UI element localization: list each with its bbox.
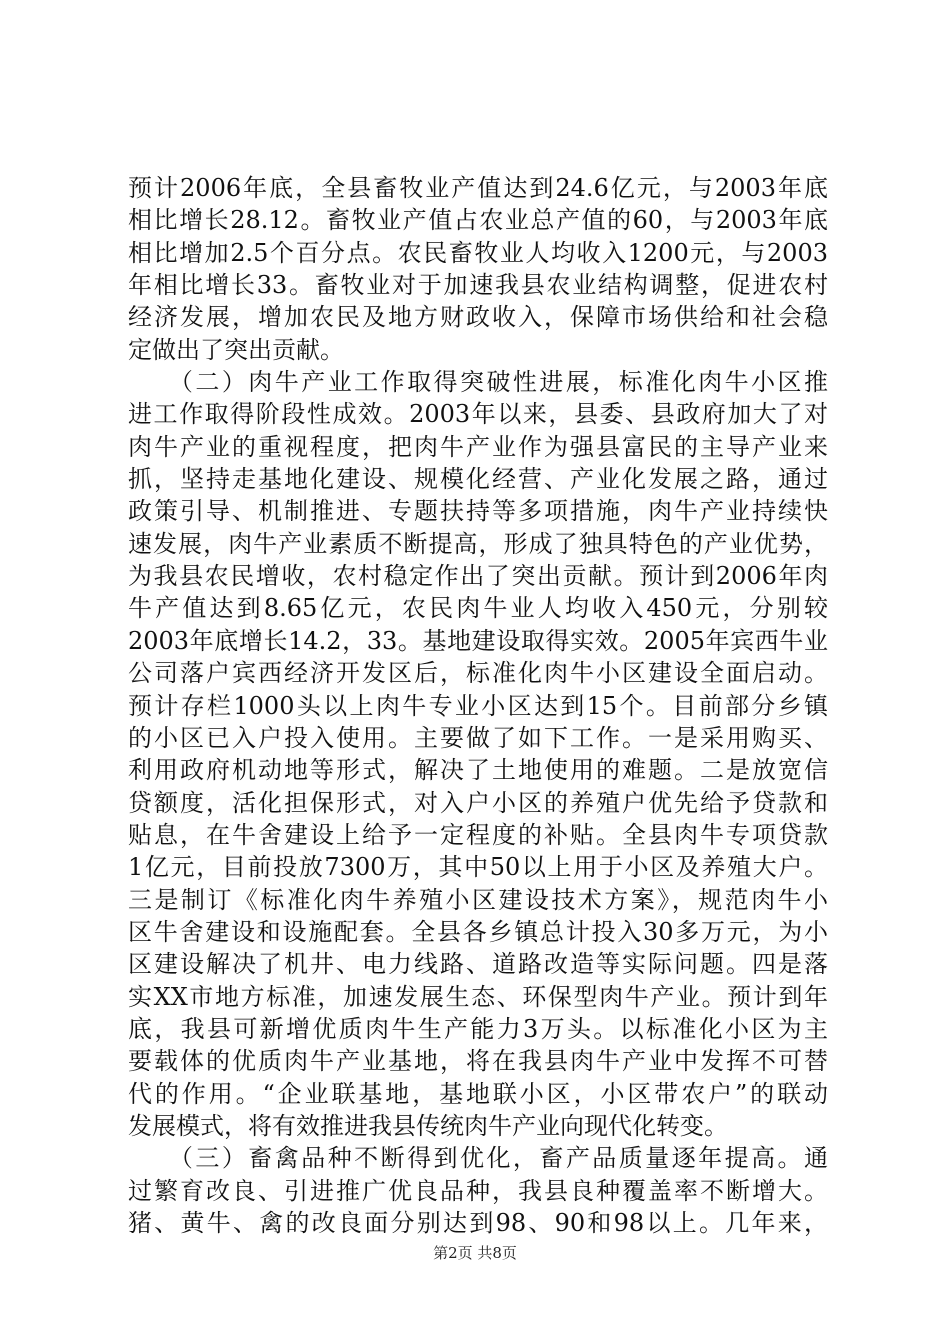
text-line: 抓，坚持走基地化建设、规模化经营、产业化发展之路，通过 [128,465,828,494]
text-line: 肉牛产业的重视程度，把肉牛产业作为强县富民的主导产业来 [128,432,828,461]
text-line: 预计存栏1000头以上肉牛专业小区达到15个。目前部分乡镇 [128,691,828,720]
text-line: 经济发展，增加农民及地方财政收入，保障市场供给和社会稳 [128,303,828,332]
text-line: 要载体的优质肉牛产业基地，将在我县肉牛产业中发挥不可替 [128,1047,828,1076]
text-line: 猪、黄牛、禽的改良面分别达到98、90和98以上。几年来， [128,1209,828,1237]
text-line: 发展模式，将有效推进我县传统肉牛产业向现代化转变。 [128,1111,728,1140]
text-line: 2003年底增长14.2，33。基地建设取得实效。2005年宾西牛业 [128,626,828,655]
text-line: 区牛舍建设和设施配套。全县各乡镇总计投入30多万元，为小 [128,917,828,946]
text-line: 为我县农民增收，农村稳定作出了突出贡献。预计到2006年肉 [128,562,828,591]
page-footer: 第2页 共8页 [433,1244,517,1262]
text-line: 代的作用。“企业联基地，基地联小区，小区带农户”的联动 [128,1079,828,1108]
text-line: 1亿元，目前投放7300万，其中50以上用于小区及养殖大户。 [128,853,828,882]
text-line: 利用政府机动地等形式，解决了土地使用的难题。二是放宽信 [128,756,828,785]
body-text [128,172,828,1239]
text-line: 预计2006年底，全县畜牧业产值达到24.6亿元，与2003年底 [128,174,828,202]
text-line: （二）肉牛产业工作取得突破性进展，标准化肉牛小区推 [128,368,828,397]
text-line: 贴息，在牛舍建设上给予一定程度的补贴。全县肉牛专项贷款 [128,820,828,849]
text-line: 定做出了突出贡献。 [128,335,344,364]
text-line: 相比增加2.5个百分点。农民畜牧业人均收入1200元，与2003 [128,238,828,267]
text-line: 底，我县可新增优质肉牛生产能力3万头。以标准化小区为主 [128,1014,828,1043]
text-line: 三是制订《标准化肉牛养殖小区建设技术方案》，规范肉牛小 [128,885,828,914]
text-line: 速发展，肉牛产业素质不断提高，形成了独具特色的产业优势， [128,529,828,558]
text-line: 贷额度，活化担保形式，对入户小区的养殖户优先给予贷款和 [128,788,828,817]
text-line: 过繁育改良、引进推广优良品种，我县良种覆盖率不断增大。 [128,1176,828,1205]
text-line: （三）畜禽品种不断得到优化，畜产品质量逐年提高。通 [128,1144,828,1173]
text-line: 进工作取得阶段性成效。2003年以来，县委、县政府加大了对 [128,400,828,429]
text-line: 政策引导、机制推进、专题扶持等多项措施，肉牛产业持续快 [128,497,828,526]
text-line: 的小区已入户投入使用。主要做了如下工作。一是采用购买、 [128,723,828,752]
text-line: 相比增长28.12。畜牧业产值占农业总产值的60，与2003年底 [128,206,828,235]
text-line: 区建设解决了机井、电力线路、道路改造等实际问题。四是落 [128,950,828,979]
text-line: 公司落户宾西经济开发区后，标准化肉牛小区建设全面启动。 [128,659,828,688]
text-line: 年相比增长33。畜牧业对于加速我县农业结构调整，促进农村 [128,271,828,300]
text-line: 牛产值达到8.65亿元，农民肉牛业人均收入450元，分别较 [128,594,828,623]
text-line: 实XX市地方标准，加速发展生态、环保型肉牛产业。预计到年 [128,982,828,1011]
